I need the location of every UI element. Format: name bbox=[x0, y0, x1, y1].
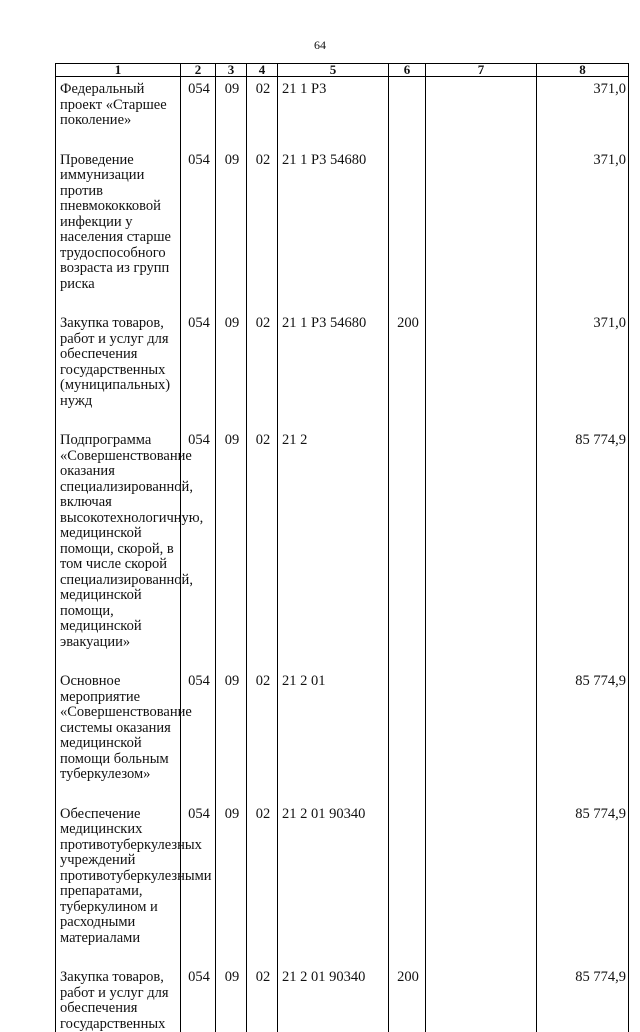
column-header: 2 bbox=[181, 64, 216, 77]
page-number: 64 bbox=[314, 38, 326, 52]
ministry-code: 054 bbox=[181, 77, 216, 148]
row-name: Основное мероприятие «Совершенствование системы оказания медицинской помощи больным туберкулезом» bbox=[56, 669, 181, 802]
column-7-value bbox=[426, 428, 537, 669]
section-code: 09 bbox=[216, 148, 247, 312]
subsection-code: 02 bbox=[247, 148, 278, 312]
ministry-code: 054 bbox=[181, 311, 216, 428]
target-article-code: 21 2 01 90340 bbox=[278, 802, 389, 966]
subsection-code: 02 bbox=[247, 77, 278, 148]
column-7-value bbox=[426, 802, 537, 966]
column-7-value bbox=[426, 148, 537, 312]
expense-type-code bbox=[389, 148, 426, 312]
column-7-value bbox=[426, 669, 537, 802]
expense-type-code: 200 bbox=[389, 965, 426, 1032]
table-row bbox=[56, 965, 629, 1032]
target-article-code: 21 1 P3 54680 bbox=[278, 148, 389, 312]
subsection-code: 02 bbox=[247, 669, 278, 802]
row-name: Закупка товаров, работ и услуг для обеспечения государственных (муниципальных) нужд bbox=[56, 311, 181, 428]
expense-type-code bbox=[389, 428, 426, 669]
subsection-code: 02 bbox=[247, 802, 278, 966]
ministry-code: 054 bbox=[181, 965, 216, 1032]
expense-type-code: 200 bbox=[389, 311, 426, 428]
ministry-code: 054 bbox=[181, 148, 216, 312]
target-article-code: 21 2 01 90340 bbox=[278, 965, 389, 1032]
column-header: 7 bbox=[426, 64, 537, 77]
section-code: 09 bbox=[216, 802, 247, 966]
column-header: 1 bbox=[56, 64, 181, 77]
amount-value: 85 774,9 bbox=[537, 669, 629, 802]
section-code: 09 bbox=[216, 77, 247, 148]
table-row bbox=[56, 802, 629, 966]
table-row bbox=[56, 669, 629, 802]
amount-value: 371,0 bbox=[537, 148, 629, 312]
amount-value: 85 774,9 bbox=[537, 965, 629, 1032]
target-article-code: 21 1 P3 bbox=[278, 77, 389, 148]
column-header: 5 bbox=[278, 64, 389, 77]
table-row bbox=[56, 311, 629, 428]
expense-type-code bbox=[389, 77, 426, 148]
amount-value: 371,0 bbox=[537, 311, 629, 428]
table-row bbox=[56, 148, 629, 312]
column-header: 3 bbox=[216, 64, 247, 77]
section-code: 09 bbox=[216, 311, 247, 428]
section-code: 09 bbox=[216, 965, 247, 1032]
table-row bbox=[56, 77, 629, 148]
row-name: Федеральный проект «Старшее поколение» bbox=[56, 77, 181, 148]
row-name: Проведение иммунизации против пневмококковой инфекции у населения старше трудоспособного возраста из групп риска bbox=[56, 148, 181, 312]
subsection-code: 02 bbox=[247, 428, 278, 669]
target-article-code: 21 2 bbox=[278, 428, 389, 669]
column-header: 8 bbox=[537, 64, 629, 77]
table-row bbox=[56, 428, 629, 669]
amount-value: 371,0 bbox=[537, 77, 629, 148]
subsection-code: 02 bbox=[247, 965, 278, 1032]
column-header: 6 bbox=[389, 64, 426, 77]
target-article-code: 21 1 P3 54680 bbox=[278, 311, 389, 428]
expense-type-code bbox=[389, 669, 426, 802]
row-name: Обеспечение медицинских противотуберкулезных учреждений противотуберкулезными препаратами, туберкулином и расходными материалами bbox=[56, 802, 181, 966]
budget-table bbox=[55, 63, 629, 1032]
row-name: Закупка товаров, работ и услуг для обеспечения государственных bbox=[56, 965, 181, 1032]
ministry-code: 054 bbox=[181, 428, 216, 669]
expense-type-code bbox=[389, 802, 426, 966]
ministry-code: 054 bbox=[181, 802, 216, 966]
amount-value: 85 774,9 bbox=[537, 802, 629, 966]
subsection-code: 02 bbox=[247, 311, 278, 428]
ministry-code: 054 bbox=[181, 669, 216, 802]
column-7-value bbox=[426, 77, 537, 148]
column-header: 4 bbox=[247, 64, 278, 77]
header-row bbox=[56, 64, 629, 77]
column-7-value bbox=[426, 965, 537, 1032]
section-code: 09 bbox=[216, 669, 247, 802]
column-7-value bbox=[426, 311, 537, 428]
section-code: 09 bbox=[216, 428, 247, 669]
row-name: Подпрограмма «Совершенствование оказания специализированной, включая высокотехнологичную, медицинской помощи, скорой, в том числе скорой специализированной, медицинской помощи, медицинской эвакуации» bbox=[56, 428, 181, 669]
amount-value: 85 774,9 bbox=[537, 428, 629, 669]
target-article-code: 21 2 01 bbox=[278, 669, 389, 802]
